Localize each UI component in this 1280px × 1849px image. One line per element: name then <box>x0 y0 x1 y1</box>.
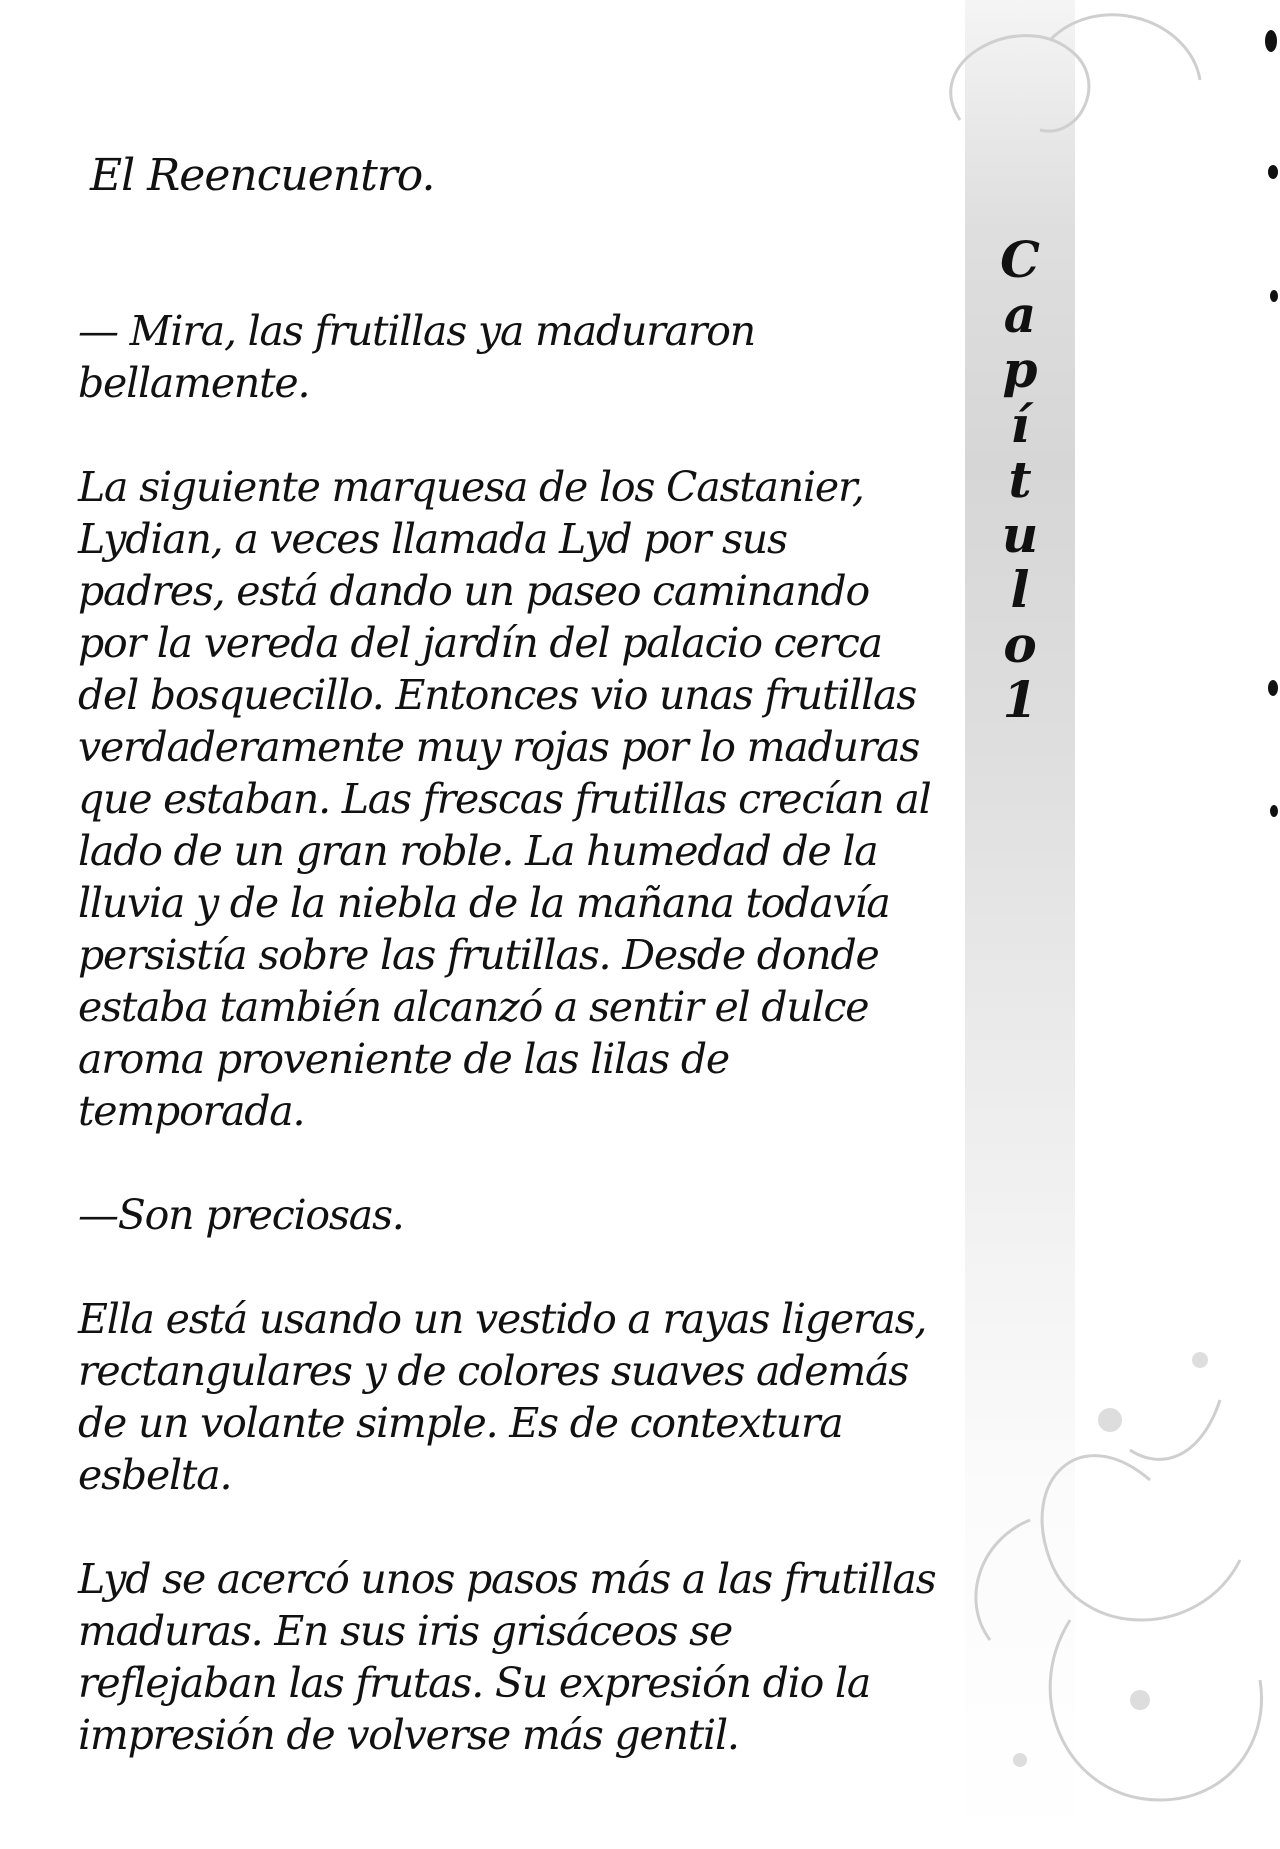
edge-mark-2 <box>1268 165 1278 179</box>
vertical-label-letter: C <box>1000 230 1040 289</box>
vertical-chapter-label <box>985 232 1055 727</box>
vertical-label-letter: p <box>1002 340 1038 399</box>
edge-mark-3 <box>1270 290 1278 302</box>
edge-mark-1 <box>1265 30 1277 52</box>
body-text <box>78 305 938 1813</box>
vertical-label-letter: o <box>1003 615 1037 674</box>
vertical-label-letter: a <box>1003 285 1037 344</box>
vertical-label-letter: í <box>1010 395 1030 454</box>
chapter-title: El Reencuentro. <box>90 150 435 201</box>
vertical-label-letter: l <box>1010 560 1030 619</box>
paragraph-narration-1: La siguiente marquesa de los Castanier, Lydian, a veces llamada Lyd por sus padres, está dando un paseo caminando por la vereda del jardín del palacio cerca del bosquecillo. Entonces vio unas frutillas verdaderamente muy rojas por lo maduras que estaban. Las frescas frutillas crecían al lado de un gran roble. La humedad de la lluvia y de la niebla de la mañana todavía persistía sobre las frutillas. Desde donde estaba también alcanzó a sentir el dulce aroma proveniente de las lilas de temporada. <box>78 463 931 1135</box>
paragraph-narration-3: Lyd se acercó unos pasos más a las frutillas maduras. En sus iris grisáceos se reflejaban las frutas. Su expresión dio la impresión de volverse más gentil. <box>78 1555 936 1759</box>
vertical-label-letter: u <box>1001 505 1039 564</box>
paragraph-dialogue-2: —Son preciosas. <box>78 1191 404 1239</box>
paragraph-narration-2: Ella está usando un vestido a rayas ligeras, rectangulares y de colores suaves además de un volante simple. Es de contextura esbelta. <box>78 1295 927 1499</box>
vertical-label-letter: t <box>1008 450 1032 509</box>
floral-ornament <box>900 0 1280 1849</box>
vertical-label-letter: 1 <box>1002 670 1038 729</box>
edge-mark-5 <box>1270 805 1278 817</box>
paragraph-dialogue-1: — Mira, las frutillas ya maduraron bellamente. <box>78 307 755 407</box>
edge-mark-4 <box>1268 680 1278 696</box>
